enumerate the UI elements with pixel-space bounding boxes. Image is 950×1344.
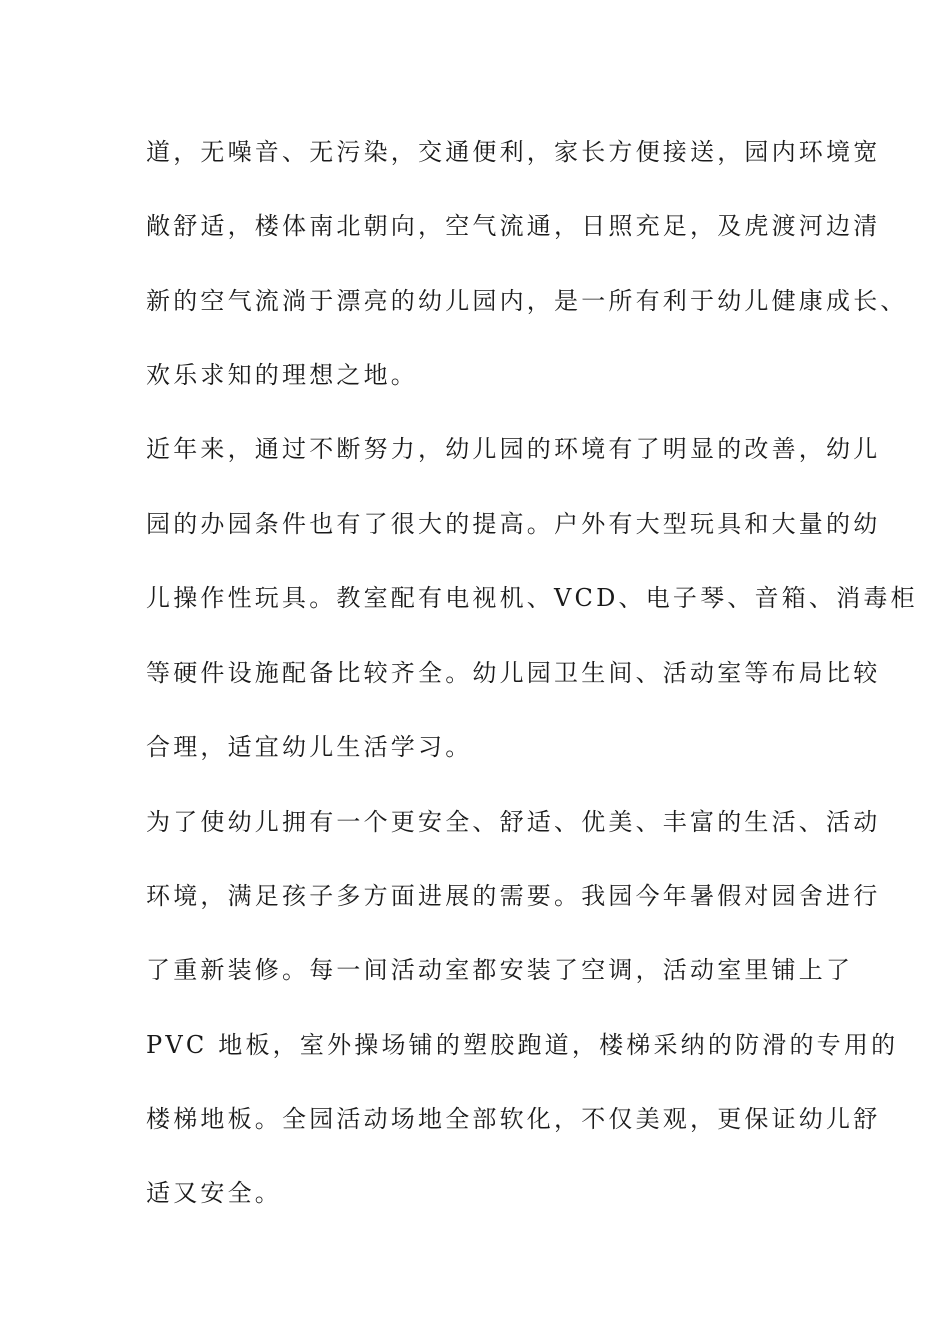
text-line: 敞舒适，楼体南北朝向，空气流通，日照充足，及虎渡河边清 [146, 212, 881, 240]
text-line: PVC 地板，室外操场铺的塑胶跑道，楼梯采纳的防滑的专用的 [146, 1031, 899, 1059]
text-line: 了重新装修。每一间活动室都安装了空调，活动室里铺上了 [146, 956, 854, 984]
text-line: 楼梯地板。全园活动场地全部软化，不仅美观，更保证幼儿舒 [146, 1105, 881, 1133]
text-line: 道，无噪音、无污染，交通便利，家长方便接送，园内环境宽 [146, 138, 881, 166]
text-line: 适又安全。 [146, 1179, 282, 1207]
text-line: 儿操作性玩具。教室配有电视机、VCD、电子琴、音箱、消毒柜 [146, 584, 918, 612]
text-line: 近年来，通过不断努力，幼儿园的环境有了明显的改善，幼儿 [146, 435, 881, 463]
text-line: 为了使幼儿拥有一个更安全、舒适、优美、丰富的生活、活动 [146, 808, 881, 836]
text-line: 园的办园条件也有了很大的提高。户外有大型玩具和大量的幼 [146, 510, 881, 538]
text-line: 合理，适宜幼儿生活学习。 [146, 733, 473, 761]
text-line: 欢乐求知的理想之地。 [146, 361, 418, 389]
text-line: 环境，满足孩子多方面进展的需要。我园今年暑假对园舍进行 [146, 882, 881, 910]
text-line: 等硬件设施配备比较齐全。幼儿园卫生间、活动室等布局比较 [146, 659, 881, 687]
text-line: 新的空气流淌于漂亮的幼儿园内，是一所有利于幼儿健康成长、 [146, 287, 908, 315]
